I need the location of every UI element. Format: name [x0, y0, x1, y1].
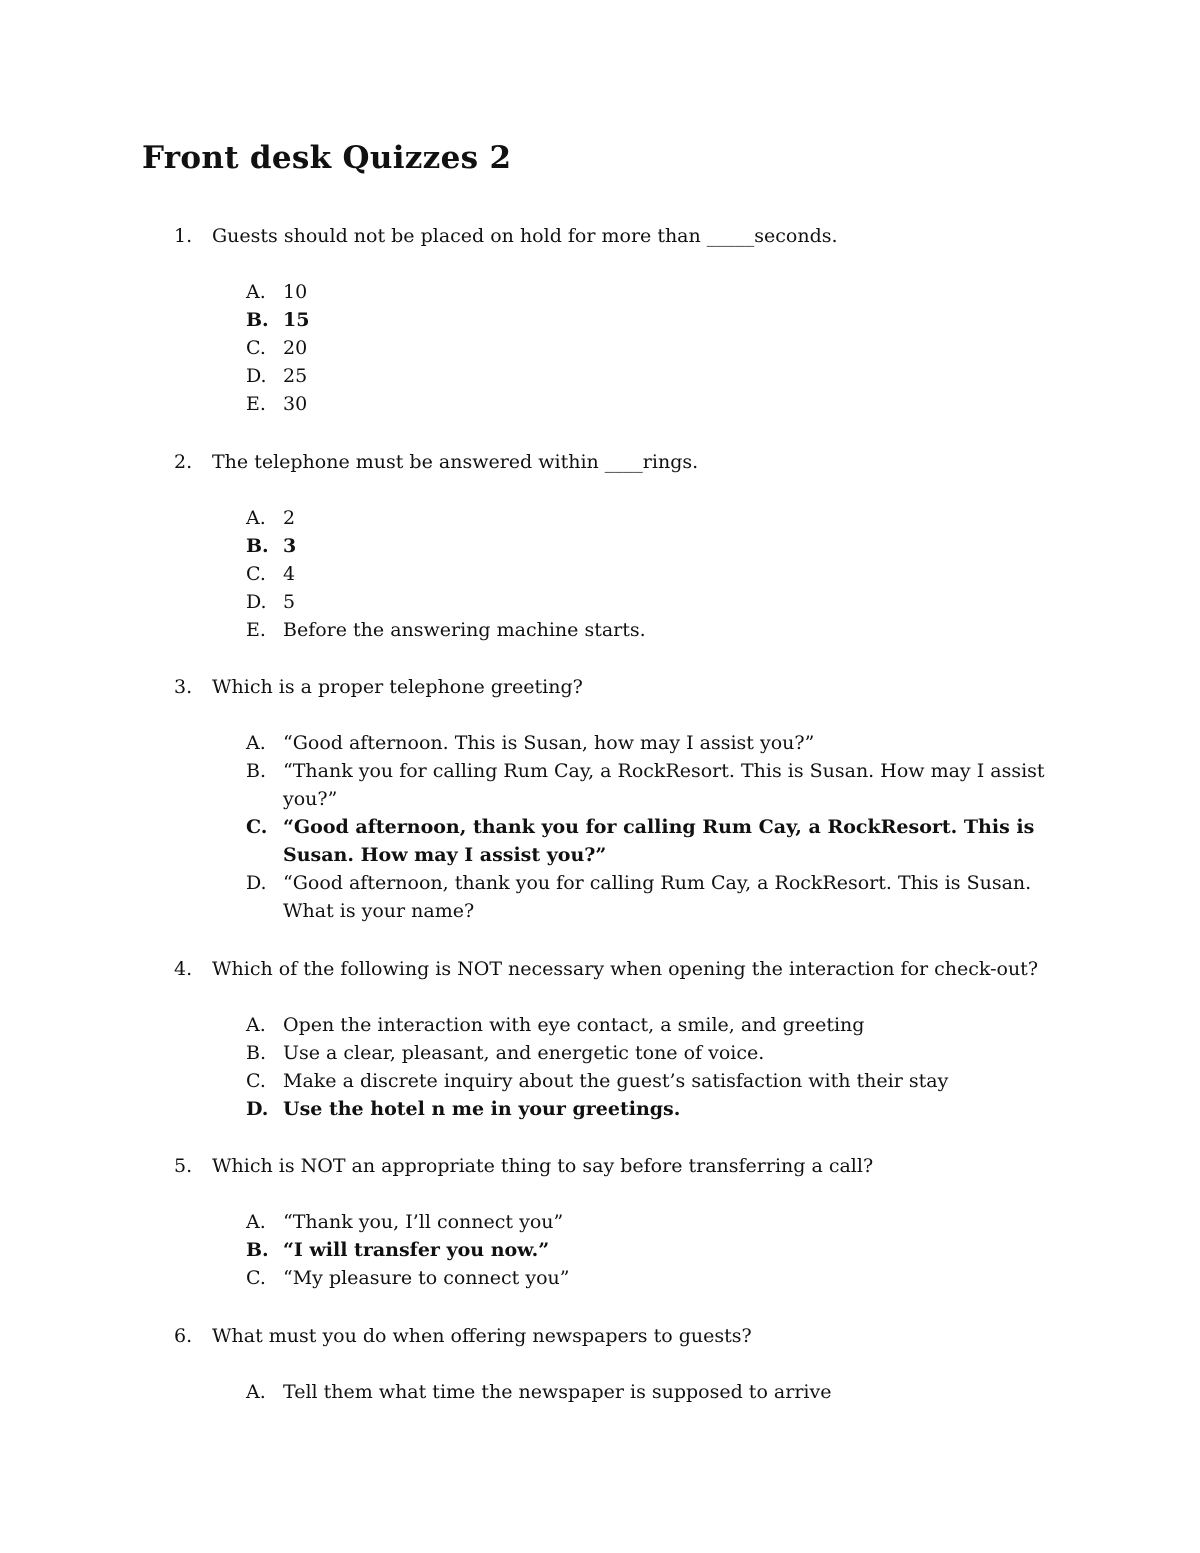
option-a: [0, 729, 1200, 757]
option-text: 15: [283, 309, 310, 331]
option-a: [0, 504, 1200, 532]
option-text: “Good afternoon. This is Susan, how may I assist you?”: [283, 732, 815, 754]
option-letter: D.: [246, 591, 267, 613]
option-list: [0, 278, 1200, 418]
question-4: [0, 955, 1200, 1123]
option-text: Open the interaction with eye contact, a smile, and greeting: [283, 1014, 865, 1036]
question-1: [0, 222, 1200, 418]
question-number: 4.: [174, 958, 193, 980]
option-d: [0, 362, 1200, 390]
option-letter: E.: [246, 393, 266, 415]
option-text: 25: [283, 365, 308, 387]
option-list: [0, 1011, 1200, 1123]
question-5: [0, 1152, 1200, 1292]
option-b-correct-answer: [0, 1236, 1200, 1264]
option-d-correct-answer: [0, 1095, 1200, 1123]
question-text: Guests should not be placed on hold for more than _____seconds.: [212, 225, 838, 247]
option-list: [0, 1208, 1200, 1292]
option-c: [0, 1067, 1200, 1095]
question-number: 3.: [174, 676, 193, 698]
option-letter: B.: [246, 309, 269, 331]
option-letter: C.: [246, 1267, 266, 1289]
option-text: “Thank you, I’ll connect you”: [283, 1211, 564, 1233]
option-text: 4: [283, 563, 296, 585]
option-c: [0, 1264, 1200, 1292]
option-letter: E.: [246, 619, 266, 641]
option-b: [0, 1039, 1200, 1067]
option-list: [0, 504, 1200, 644]
option-letter: A.: [246, 1211, 266, 1233]
option-list: [0, 1378, 1200, 1406]
option-text: “Thank you for calling Rum Cay, a RockResort. This is Susan. How may I assist you?”: [283, 760, 1045, 810]
option-letter: B.: [246, 535, 269, 557]
option-b-correct-answer: [0, 532, 1200, 560]
option-text: 20: [283, 337, 308, 359]
option-text: Make a discrete inquiry about the guest’s satisfaction with their stay: [283, 1070, 949, 1092]
option-letter: D.: [246, 872, 267, 894]
option-text: 5: [283, 591, 296, 613]
option-letter: C.: [246, 816, 268, 838]
page-title: Front desk Quizzes 2: [142, 140, 512, 176]
option-text: Use a clear, pleasant, and energetic tone of voice.: [283, 1042, 765, 1064]
option-letter: C.: [246, 337, 266, 359]
option-c-correct-answer: [0, 813, 1200, 869]
option-text: “Good afternoon, thank you for calling Rum Cay, a RockResort. This is Susan. What is your name?: [283, 872, 1032, 922]
question-text: Which is a proper telephone greeting?: [212, 676, 583, 698]
option-b: [0, 757, 1200, 813]
question-text: Which is NOT an appropriate thing to say before transferring a call?: [212, 1155, 874, 1177]
option-letter: A.: [246, 732, 266, 754]
option-letter: A.: [246, 1014, 266, 1036]
option-letter: A.: [246, 507, 266, 529]
option-a: [0, 1011, 1200, 1039]
question-number: 5.: [174, 1155, 193, 1177]
option-letter: D.: [246, 365, 267, 387]
option-letter: D.: [246, 1098, 269, 1120]
question-text: Which of the following is NOT necessary when opening the interaction for check-out?: [212, 958, 1038, 980]
option-a: [0, 1378, 1200, 1406]
option-letter: B.: [246, 1239, 269, 1261]
option-letter: C.: [246, 563, 266, 585]
option-text: Use the hotel n me in your greetings.: [283, 1098, 681, 1120]
option-text: 2: [283, 507, 296, 529]
option-e: [0, 616, 1200, 644]
option-letter: B.: [246, 1042, 267, 1064]
question-number: 1.: [174, 225, 193, 247]
option-c: [0, 560, 1200, 588]
option-text: Tell them what time the newspaper is supposed to arrive: [283, 1381, 832, 1403]
option-text: “My pleasure to connect you”: [283, 1267, 570, 1289]
option-text: 3: [283, 535, 297, 557]
option-letter: C.: [246, 1070, 266, 1092]
option-text: 10: [283, 281, 308, 303]
option-list: [0, 729, 1200, 925]
option-e: [0, 390, 1200, 418]
option-a: [0, 1208, 1200, 1236]
option-text: Before the answering machine starts.: [283, 619, 646, 641]
question-number: 6.: [174, 1325, 193, 1347]
question-3: [0, 673, 1200, 925]
question-2: [0, 448, 1200, 644]
option-letter: A.: [246, 1381, 266, 1403]
option-c: [0, 334, 1200, 362]
option-d: [0, 869, 1200, 925]
question-text: What must you do when offering newspapers to guests?: [212, 1325, 752, 1347]
option-text: “Good afternoon, thank you for calling Rum Cay, a RockResort. This is Susan. How may I assist you?”: [283, 816, 1035, 866]
option-a: [0, 278, 1200, 306]
option-letter: A.: [246, 281, 266, 303]
option-text: 30: [283, 393, 308, 415]
question-text: The telephone must be answered within ____rings.: [212, 451, 699, 473]
option-b-correct-answer: [0, 306, 1200, 334]
option-letter: B.: [246, 760, 267, 782]
option-text: “I will transfer you now.”: [283, 1239, 550, 1261]
question-number: 2.: [174, 451, 193, 473]
question-6: [0, 1322, 1200, 1406]
option-d: [0, 588, 1200, 616]
